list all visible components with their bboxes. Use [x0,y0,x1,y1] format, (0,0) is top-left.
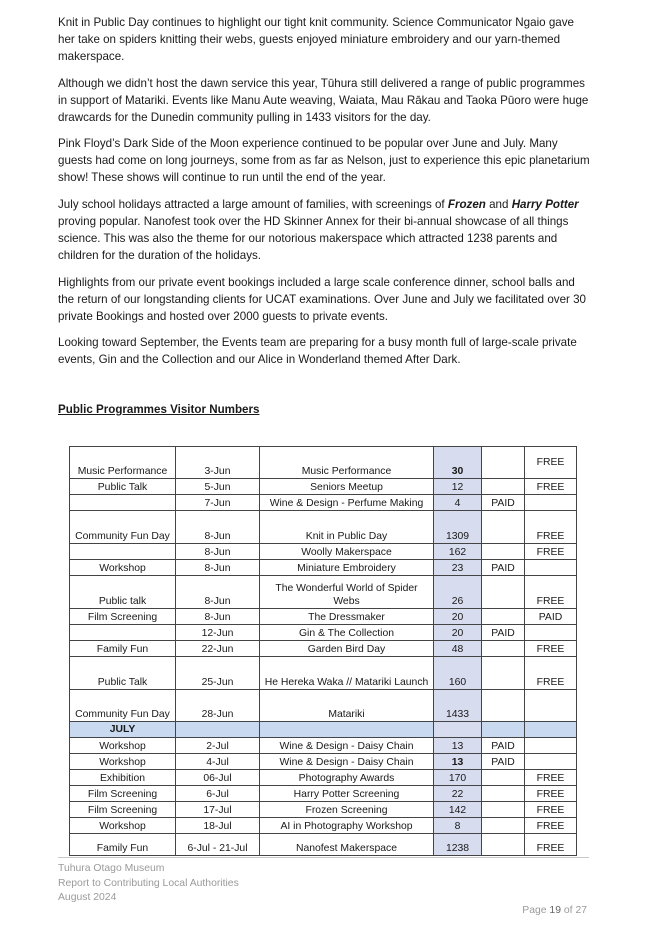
cell-event-type: Workshop [70,818,176,834]
cell-event-name: The Dressmaker [260,609,434,625]
cell-paid [482,609,525,625]
cell-event-name: AI in Photography Workshop [260,818,434,834]
cell-paid [482,818,525,834]
month-empty-cell [434,722,482,738]
cell-event-name: He Hereka Waka // Matariki Launch [260,657,434,690]
cell-free: FREE [525,657,577,690]
cell-event-name: Miniature Embroidery [260,560,434,576]
cell-free [525,495,577,511]
table-row [70,641,577,657]
paragraph-pink-floyd: Pink Floyd’s Dark Side of the Moon experience continued to be popular over June and July. Many guests had come on long journeys, some from as far as Nelson, just to experience this epic planetarium show! These shows will continue to run until the end of the year. [58,137,590,184]
table-row [70,818,577,834]
cell-visitor-count: 12 [434,479,482,495]
cell-event-name: Music Performance [260,447,434,479]
cell-free: FREE [525,479,577,495]
cell-event-name: Wine & Design - Perfume Making [260,495,434,511]
cell-event-type: Music Performance [70,447,176,479]
cell-paid [482,511,525,544]
cell-date: 28-Jun [176,690,260,722]
cell-date: 2-Jul [176,738,260,754]
paragraph-matariki: Although we didn’t host the dawn service this year, Tūhura still delivered a range of public programmes in support of Matariki. Events like Manu Aute weaving, Waiata, Mau Rākau and Taoka Pūoro were huge drawcards for the Dunedin community pulling in 1433 visitors for the day. [58,77,589,124]
cell-paid [482,657,525,690]
cell-paid: PAID [482,625,525,641]
cell-event-type [70,544,176,560]
cell-visitor-count: 30 [434,447,482,479]
cell-event-name: Woolly Makerspace [260,544,434,560]
cell-free: FREE [525,818,577,834]
cell-paid: PAID [482,560,525,576]
footer-org: Tuhura Otago Museum [58,863,165,874]
cell-event-type: Public Talk [70,479,176,495]
table-month-row-july [70,722,577,738]
cell-visitor-count: 4 [434,495,482,511]
cell-visitor-count: 22 [434,786,482,802]
page-footer [58,857,589,906]
month-empty-cell [525,722,577,738]
month-empty-cell [482,722,525,738]
cell-event-type: Community Fun Day [70,511,176,544]
cell-paid [482,834,525,856]
cell-date: 22-Jun [176,641,260,657]
table-row [70,625,577,641]
cell-free: FREE [525,786,577,802]
cell-visitor-count: 20 [434,609,482,625]
cell-date: 18-Jul [176,818,260,834]
paragraph-private-events: Highlights from our private event bookings included a large scale conference dinner, school balls and the return of our longstanding clients for UCAT examinations. Over June and July we facilitated over 30 private Bookings and hosted over 2000 guests to private events. [58,276,587,323]
cell-visitor-count: 26 [434,576,482,609]
cell-date: 6-Jul - 21-Jul [176,834,260,856]
footer-date: August 2024 [58,892,117,903]
table-row [70,770,577,786]
table-row [70,511,577,544]
table-row [70,834,577,856]
cell-event-type: Film Screening [70,786,176,802]
cell-date: 7-Jun [176,495,260,511]
cell-free: FREE [525,447,577,479]
table-row [70,609,577,625]
table-row [70,786,577,802]
cell-date: 6-Jul [176,786,260,802]
cell-paid: PAID [482,738,525,754]
page-number-total: 27 [575,905,587,916]
cell-free [525,754,577,770]
p4-frozen: Frozen [447,198,486,211]
cell-event-type [70,625,176,641]
cell-paid [482,479,525,495]
cell-date: 12-Jun [176,625,260,641]
cell-paid: PAID [482,495,525,511]
cell-date: 8-Jun [176,576,260,609]
cell-paid: PAID [482,754,525,770]
paragraph-september: Looking toward September, the Events team are preparing for a busy month full of large-scale private events, Gin and the Collection and our Alice in Wonderland themed After Dark. [58,336,577,366]
p4-harry-potter: Harry Potter [511,198,579,211]
cell-event-name: Seniors Meetup [260,479,434,495]
cell-event-name: Knit in Public Day [260,511,434,544]
cell-paid [482,641,525,657]
page-number-middle: of [560,905,576,916]
cell-visitor-count: 1309 [434,511,482,544]
cell-event-type: Film Screening [70,802,176,818]
cell-date: 8-Jun [176,511,260,544]
cell-free: FREE [525,770,577,786]
cell-event-type: Exhibition [70,770,176,786]
table-row [70,754,577,770]
cell-event-type: Family Fun [70,834,176,856]
cell-event-type: Film Screening [70,609,176,625]
cell-event-name: Photography Awards [260,770,434,786]
cell-event-type: Workshop [70,738,176,754]
cell-paid [482,770,525,786]
cell-visitor-count: 8 [434,818,482,834]
cell-free: FREE [525,576,577,609]
cell-event-name: Garden Bird Day [260,641,434,657]
cell-free: FREE [525,544,577,560]
table-row [70,479,577,495]
table-body-july [70,738,577,856]
cell-free [525,738,577,754]
cell-free: FREE [525,834,577,856]
cell-date: 5-Jun [176,479,260,495]
cell-free: PAID [525,609,577,625]
paragraph-knit-in-public: Knit in Public Day continues to highlight our tight knit community. Science Communicator Ngaio gave her take on spiders knitting their webs, guests enjoyed miniature embroidery and our yarn-themed makerspace. [58,16,574,63]
cell-visitor-count: 142 [434,802,482,818]
cell-event-name: Harry Potter Screening [260,786,434,802]
cell-paid [482,544,525,560]
page-number [522,905,587,916]
page-number-current: 19 [549,905,561,916]
cell-visitor-count: 162 [434,544,482,560]
cell-event-name: Nanofest Makerspace [260,834,434,856]
page-number-prefix: Page [522,905,550,916]
table-row [70,560,577,576]
cell-paid [482,690,525,722]
table-row [70,576,577,609]
cell-date: 25-Jun [176,657,260,690]
section-title: Public Programmes Visitor Numbers [58,403,260,416]
footer-report-title: Report to Contributing Local Authorities [58,877,239,889]
cell-paid [482,576,525,609]
table-row [70,657,577,690]
p4-text-c: and [485,198,512,211]
month-label: JULY [70,722,176,738]
cell-event-name: Matariki [260,690,434,722]
cell-free [525,560,577,576]
cell-visitor-count: 160 [434,657,482,690]
cell-free: FREE [525,802,577,818]
cell-visitor-count: 170 [434,770,482,786]
cell-free [525,625,577,641]
cell-event-type: Community Fun Day [70,690,176,722]
p4-text-a: July school holidays attracted a large amount of families, with screenings of [58,198,448,211]
cell-event-type: Workshop [70,560,176,576]
cell-free [525,690,577,722]
cell-event-type: Public talk [70,576,176,609]
table-row [70,447,577,479]
month-empty-cell [260,722,434,738]
cell-date: 3-Jun [176,447,260,479]
table-row [70,495,577,511]
cell-visitor-count: 13 [434,754,482,770]
table-row [70,690,577,722]
cell-date: 8-Jun [176,544,260,560]
p4-text-e: proving popular. Nanofest took over the HD Skinner Annex for their bi-annual showcase of all things science. This was also the theme for our notorious makerspace which attracted 1238 parents and children for the duration of the holidays. [58,215,569,262]
table-row [70,802,577,818]
cell-date: 17-Jul [176,802,260,818]
cell-visitor-count: 23 [434,560,482,576]
cell-paid [482,786,525,802]
cell-event-type: Family Fun [70,641,176,657]
cell-event-name: Gin & The Collection [260,625,434,641]
cell-date: 4-Jul [176,754,260,770]
cell-visitor-count: 13 [434,738,482,754]
cell-visitor-count: 48 [434,641,482,657]
cell-date: 8-Jun [176,609,260,625]
cell-event-type: Public Talk [70,657,176,690]
cell-visitor-count: 20 [434,625,482,641]
cell-event-type [70,495,176,511]
cell-event-name: Wine & Design - Daisy Chain [260,754,434,770]
cell-event-name: The Wonderful World of Spider Webs [260,576,434,609]
cell-date: 06-Jul [176,770,260,786]
visitor-numbers-table [69,446,577,856]
month-empty-cell [176,722,260,738]
table-row [70,544,577,560]
table-row [70,738,577,754]
cell-event-type: Workshop [70,754,176,770]
cell-event-name: Frozen Screening [260,802,434,818]
cell-visitor-count: 1433 [434,690,482,722]
cell-paid [482,802,525,818]
cell-date: 8-Jun [176,560,260,576]
cell-visitor-count: 1238 [434,834,482,856]
paragraph-school-holidays [58,196,592,264]
cell-paid [482,447,525,479]
cell-free: FREE [525,641,577,657]
cell-free: FREE [525,511,577,544]
table-body-june [70,447,577,722]
cell-event-name: Wine & Design - Daisy Chain [260,738,434,754]
